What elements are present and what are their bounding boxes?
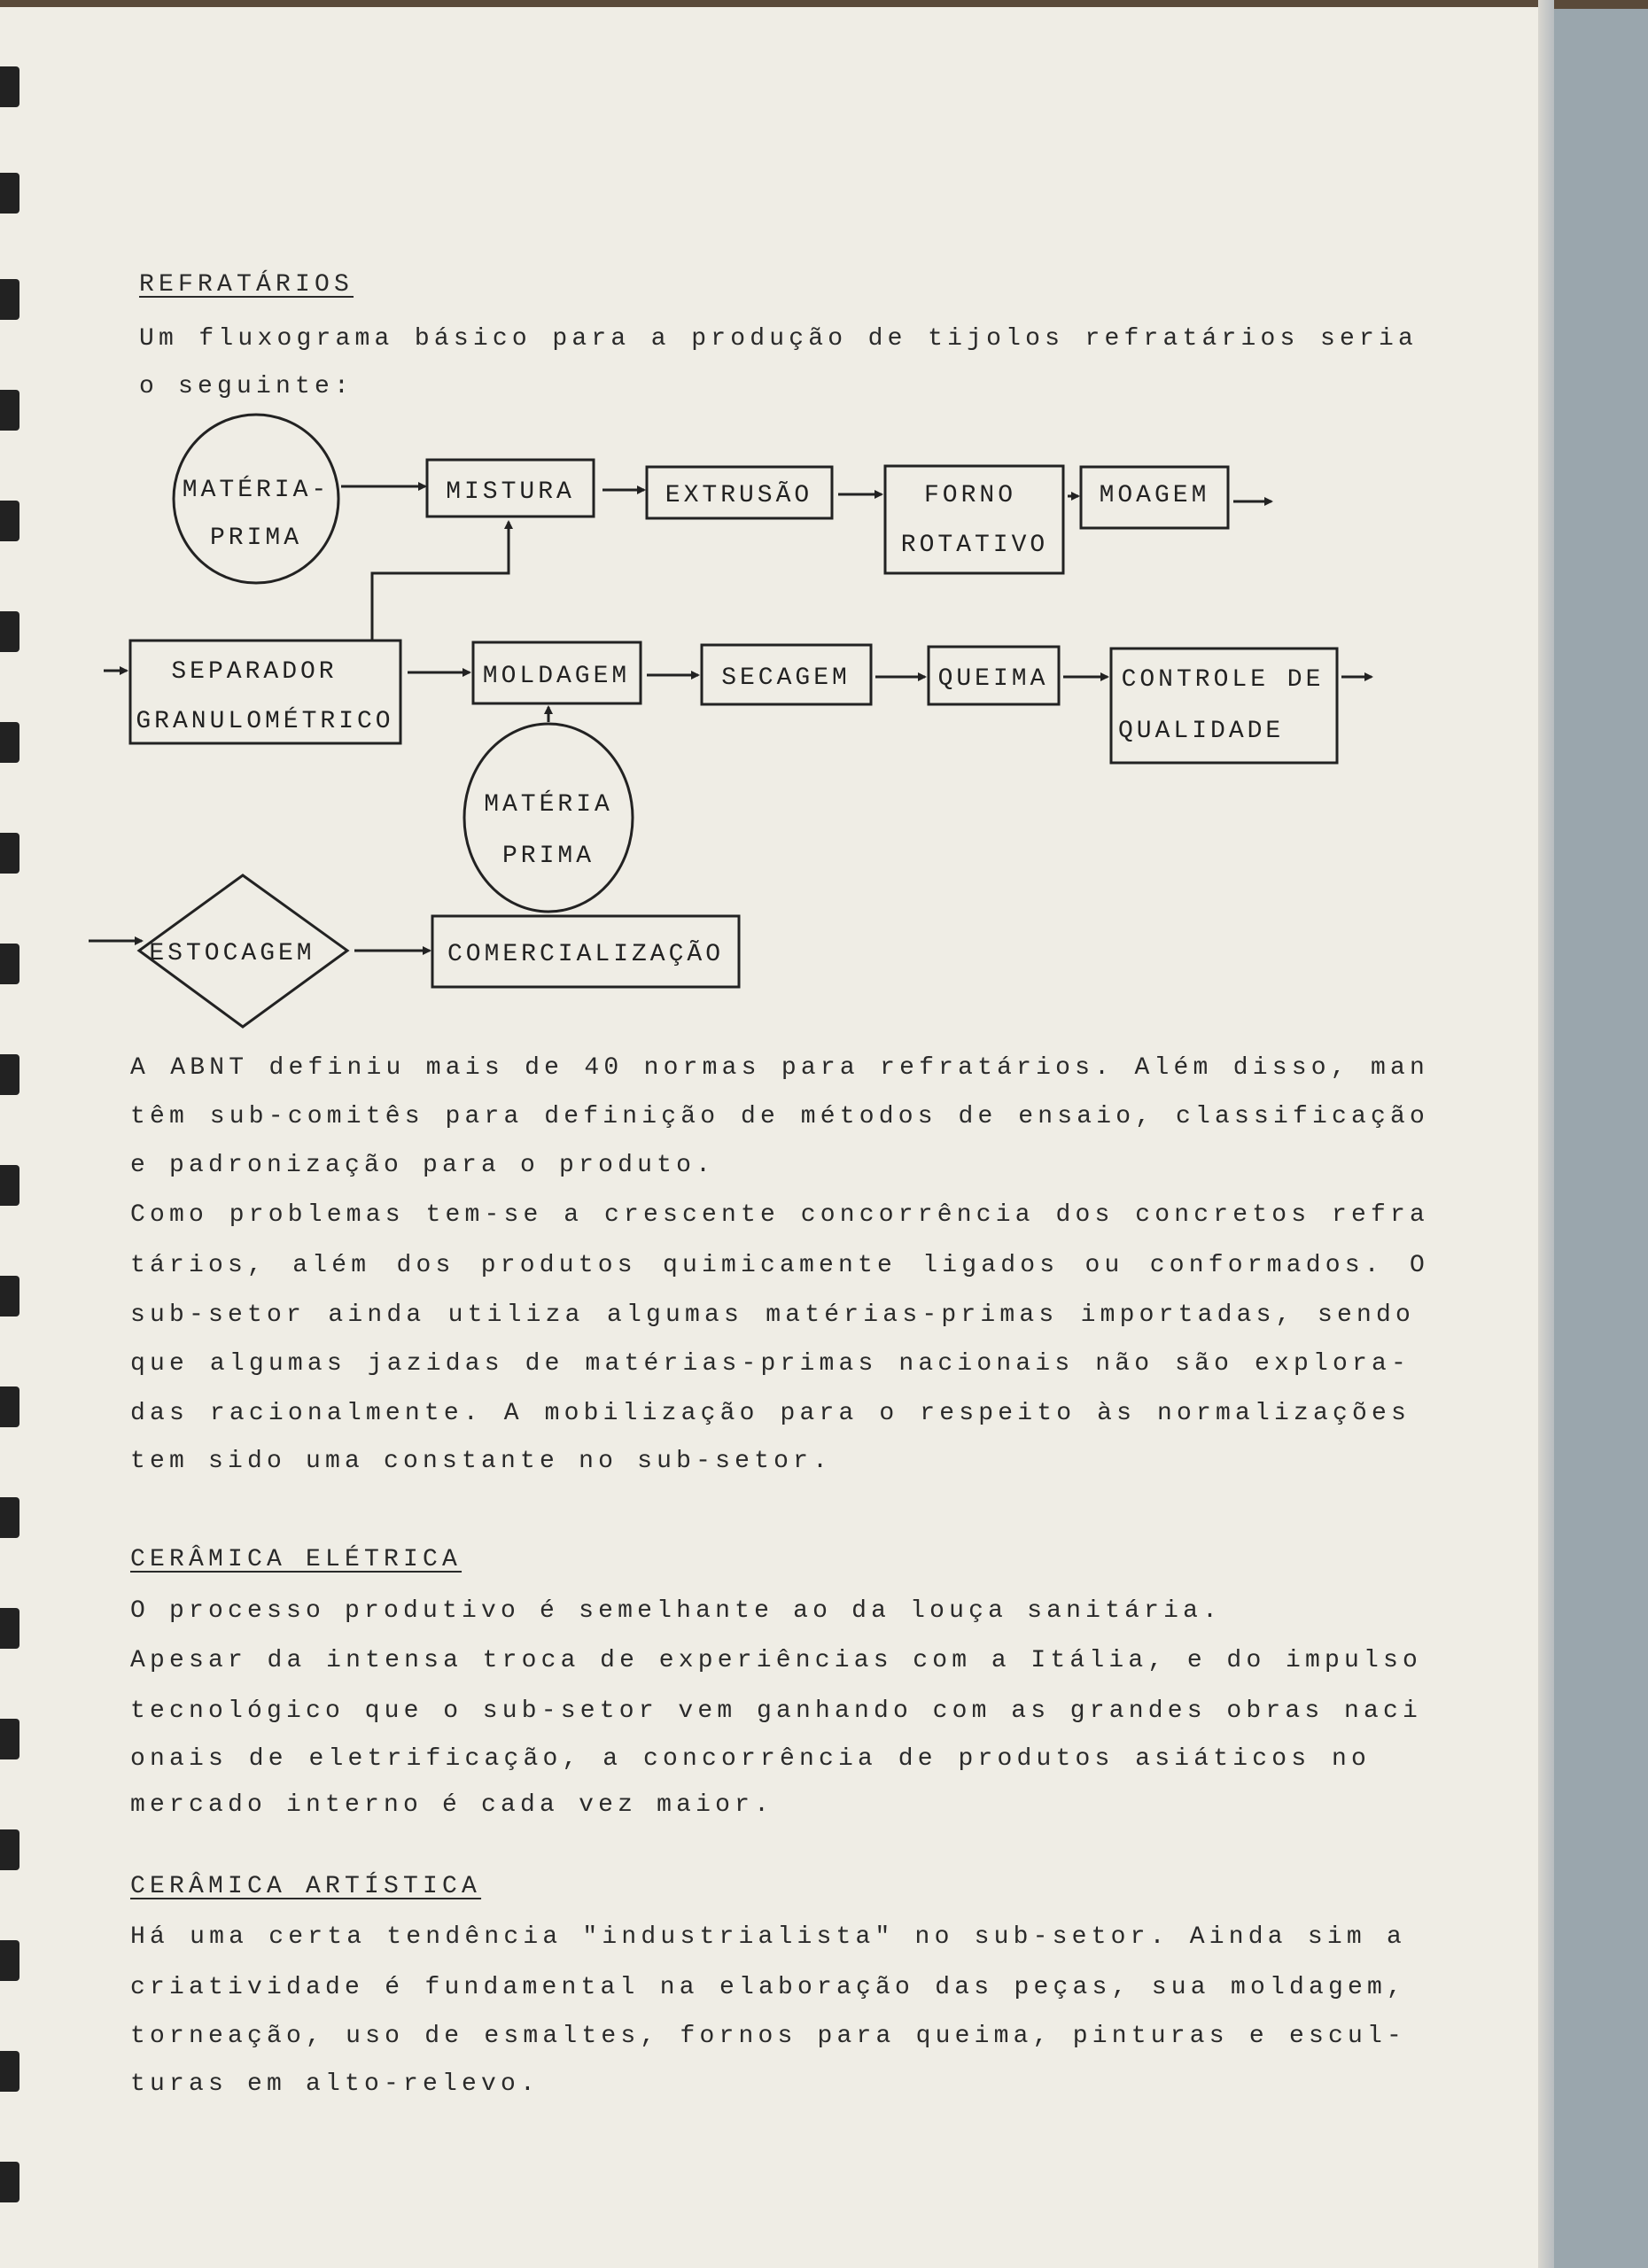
paragraph-line: Como problemas tem-se a crescente concorrência dos concretos refra: [130, 1201, 1429, 1229]
node-label: GRANULOMÉTRICO: [136, 708, 394, 735]
paragraph-line: Apesar da intensa troca de experiências com a Itália, e do impulso: [130, 1647, 1422, 1674]
node-label: CONTROLE DE: [1121, 666, 1325, 694]
paragraph-line: tecnológico que o sub-setor vem ganhando com as grandes obras naci: [130, 1697, 1422, 1725]
paragraph-line: O processo produtivo é semelhante ao da louça sanitária.: [130, 1597, 1223, 1625]
node-label: SEPARADOR: [171, 658, 338, 686]
paragraph-line: e padronização para o produto.: [130, 1152, 716, 1179]
node-label: MATÉRIA: [484, 791, 613, 819]
node-label: MOLDAGEM: [482, 663, 631, 690]
paragraph-line: sub-setor ainda utiliza algumas matérias-primas importadas, sendo: [130, 1301, 1415, 1329]
paragraph-line: que algumas jazidas de matérias-primas nacionais não são explora-: [130, 1350, 1411, 1378]
paragraph-line: têm sub-comitês para definição de métodos de ensaio, classificação: [130, 1103, 1429, 1130]
node-estocagem: [139, 875, 347, 1027]
paragraph-line: das racionalmente. A mobilização para o respeito às normalizações: [130, 1400, 1411, 1427]
arrow: [372, 522, 509, 641]
node-label: COMERCIALIZAÇÃO: [447, 941, 725, 968]
node-label: MISTURA: [446, 478, 575, 506]
paragraph-line: tem sido uma constante no sub-setor.: [130, 1448, 833, 1475]
node-mistura: [427, 460, 594, 517]
node-label: PRIMA: [209, 524, 303, 552]
paragraph-line: onais de eletrificação, a concorrência de produtos asiáticos no: [130, 1745, 1371, 1773]
node-label: QUALIDADE: [1118, 718, 1285, 745]
node-label: SECAGEM: [721, 664, 851, 692]
node-label: ROTATIVO: [900, 532, 1049, 559]
node-label: FORNO: [923, 482, 1017, 509]
section-heading-refratarios: REFRATÁRIOS: [139, 271, 354, 299]
section-heading-ceramica-eletrica: CERÂMICA ELÉTRICA: [130, 1546, 463, 1573]
paragraph-line: turas em alto-relevo.: [130, 2070, 540, 2098]
paragraph-line: A ABNT definiu mais de 40 normas para refratários. Além disso, man: [130, 1054, 1429, 1082]
section-heading-ceramica-artistica: CERÂMICA ARTÍSTICA: [130, 1873, 482, 1900]
intro-line: o seguinte:: [139, 373, 354, 400]
node-forno-rotativo: [885, 466, 1063, 573]
paragraph-line: torneação, uso de esmaltes, fornos para queima, pinturas e escul-: [130, 2023, 1406, 2050]
node-label: MATÉRIA-: [182, 477, 330, 504]
node-moldagem: [473, 642, 641, 703]
paragraph-line: Há uma certa tendência "industrialista" no sub-setor. Ainda sim a: [130, 1923, 1406, 1951]
node-comercializacao: [432, 916, 739, 987]
node-moagem: [1081, 467, 1228, 528]
paragraph-line: tários, além dos produtos quimicamente ligados ou conformados. O: [130, 1252, 1429, 1279]
node-materia-prima-1: [174, 415, 338, 583]
node-separador: [130, 641, 400, 743]
node-label: MOAGEM: [1099, 482, 1210, 509]
paragraph-line: mercado interno é cada vez maior.: [130, 1791, 774, 1819]
node-secagem: [702, 645, 871, 704]
node-extrusao: [647, 467, 832, 518]
node-queima: [929, 647, 1059, 704]
node-label: ESTOCAGEM: [149, 940, 315, 967]
node-materia-prima-2: [464, 724, 633, 912]
node-label: PRIMA: [501, 843, 595, 870]
intro-line: Um fluxograma básico para a produção de tijolos refratários seria: [139, 325, 1418, 353]
paragraph-line: criatividade é fundamental na elaboração das peças, sua moldagem,: [130, 1974, 1406, 2001]
node-label: EXTRUSÃO: [665, 482, 813, 509]
node-controle-qualidade: [1111, 649, 1337, 763]
node-label: QUEIMA: [937, 665, 1049, 693]
